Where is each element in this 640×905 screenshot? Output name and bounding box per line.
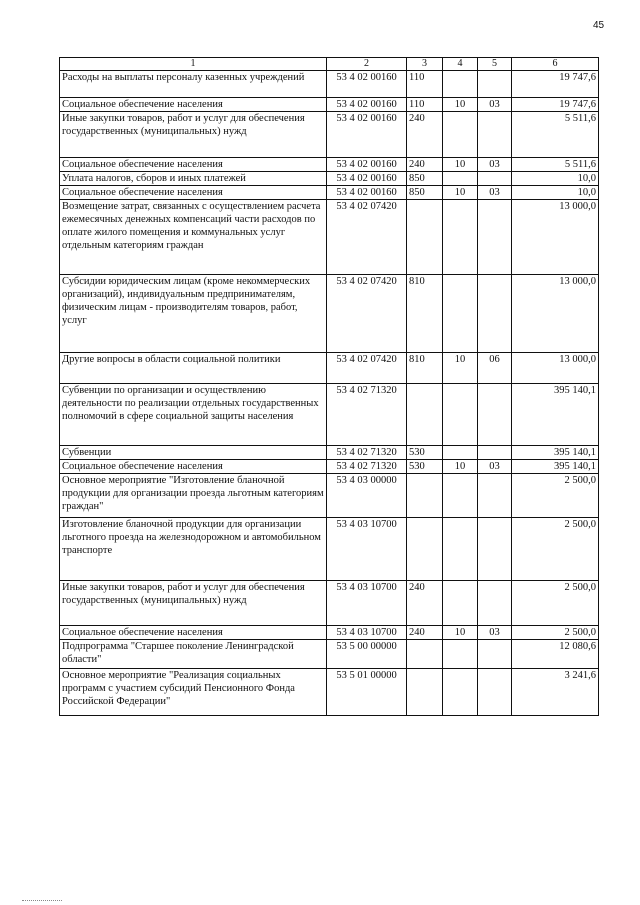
- table-row: [60, 158, 599, 172]
- row-pr: [478, 640, 512, 669]
- row-kvr: 530: [407, 460, 443, 474]
- row-rz: 10: [443, 460, 478, 474]
- row-rz: [443, 474, 478, 518]
- table-row: [60, 669, 599, 716]
- table-row: [60, 460, 599, 474]
- row-sum: 19 747,6: [512, 71, 599, 98]
- row-rz: [443, 669, 478, 716]
- row-sum: 395 140,1: [512, 446, 599, 460]
- table-row: [60, 172, 599, 186]
- table-row: [60, 581, 599, 626]
- table-row: [60, 112, 599, 158]
- row-code: 53 4 02 71320: [327, 446, 407, 460]
- row-rz: 10: [443, 158, 478, 172]
- row-sum: 395 140,1: [512, 460, 599, 474]
- row-sum: 10,0: [512, 186, 599, 200]
- row-name: Другие вопросы в области социальной политики: [60, 353, 327, 384]
- row-name: Подпрограмма "Старшее поколение Ленинградской области": [60, 640, 327, 669]
- row-pr: 03: [478, 186, 512, 200]
- row-code: 53 4 02 00160: [327, 112, 407, 158]
- table-row: [60, 518, 599, 581]
- row-kvr: [407, 669, 443, 716]
- row-pr: [478, 275, 512, 353]
- row-kvr: 850: [407, 186, 443, 200]
- row-kvr: [407, 474, 443, 518]
- table-row: [60, 186, 599, 200]
- row-name: Основное мероприятие "Реализация социальных программ с участием субсидий Пенсионного Фонда Российской Федерации": [60, 669, 327, 716]
- row-rz: [443, 71, 478, 98]
- row-pr: [478, 112, 512, 158]
- row-code: 53 4 03 10700: [327, 626, 407, 640]
- row-sum: 5 511,6: [512, 158, 599, 172]
- header-col-6: 6: [512, 58, 599, 71]
- row-pr: [478, 172, 512, 186]
- row-sum: 2 500,0: [512, 474, 599, 518]
- row-name: Изготовление бланочной продукции для организации льготного проезда на железнодорожном и автомобильном транспорте: [60, 518, 327, 581]
- row-pr: [478, 669, 512, 716]
- header-row: [60, 58, 599, 71]
- scan-edge-mark: [22, 900, 62, 902]
- row-rz: [443, 518, 478, 581]
- row-code: 53 4 02 00160: [327, 158, 407, 172]
- row-kvr: 240: [407, 581, 443, 626]
- table-row: [60, 640, 599, 669]
- row-kvr: 850: [407, 172, 443, 186]
- table-row: [60, 98, 599, 112]
- row-pr: [478, 384, 512, 446]
- row-kvr: 810: [407, 353, 443, 384]
- table-row: [60, 275, 599, 353]
- page-number: 45: [593, 20, 605, 31]
- row-kvr: 530: [407, 446, 443, 460]
- row-name: Субсидии юридическим лицам (кроме некоммерческих организаций), индивидуальным предпринимателям, физическим лицам - производителям товаров, работ, услуг: [60, 275, 327, 353]
- row-kvr: [407, 518, 443, 581]
- row-kvr: 110: [407, 98, 443, 112]
- row-kvr: 110: [407, 71, 443, 98]
- table-row: [60, 446, 599, 460]
- row-sum: 13 000,0: [512, 200, 599, 275]
- row-sum: 10,0: [512, 172, 599, 186]
- row-sum: 12 080,6: [512, 640, 599, 669]
- row-name: Социальное обеспечение населения: [60, 158, 327, 172]
- budget-table: [59, 57, 599, 716]
- row-name: Субвенции: [60, 446, 327, 460]
- row-rz: 10: [443, 353, 478, 384]
- row-sum: 2 500,0: [512, 581, 599, 626]
- row-pr: 03: [478, 460, 512, 474]
- row-pr: [478, 446, 512, 460]
- row-pr: [478, 474, 512, 518]
- row-name: Иные закупки товаров, работ и услуг для обеспечения государственных (муниципальных) нужд: [60, 581, 327, 626]
- row-code: 53 5 01 00000: [327, 669, 407, 716]
- row-sum: 13 000,0: [512, 275, 599, 353]
- row-name: Возмещение затрат, связанных с осуществлением расчета ежемесячных денежных компенсаций части расходов по оплате жилого помещения и коммунальных услуг отдельным категориям граждан: [60, 200, 327, 275]
- row-name: Уплата налогов, сборов и иных платежей: [60, 172, 327, 186]
- row-rz: [443, 446, 478, 460]
- row-rz: [443, 200, 478, 275]
- row-code: 53 4 02 00160: [327, 186, 407, 200]
- row-rz: 10: [443, 98, 478, 112]
- row-pr: 03: [478, 98, 512, 112]
- row-sum: 2 500,0: [512, 626, 599, 640]
- row-code: 53 4 03 10700: [327, 581, 407, 626]
- row-code: 53 4 02 07420: [327, 275, 407, 353]
- row-code: 53 4 03 10700: [327, 518, 407, 581]
- table-row: [60, 626, 599, 640]
- row-name: Иные закупки товаров, работ и услуг для обеспечения государственных (муниципальных) нужд: [60, 112, 327, 158]
- row-code: 53 4 02 07420: [327, 200, 407, 275]
- row-name: Субвенции по организации и осуществлению деятельности по реализации отдельных государственных полномочий в сфере социальной защиты населения: [60, 384, 327, 446]
- row-name: Основное мероприятие "Изготовление бланочной продукции для организации проезда льготным категориям граждан": [60, 474, 327, 518]
- row-code: 53 4 02 71320: [327, 384, 407, 446]
- row-rz: 10: [443, 186, 478, 200]
- row-name: Социальное обеспечение населения: [60, 460, 327, 474]
- header-col-4: 4: [443, 58, 478, 71]
- row-code: 53 4 02 00160: [327, 71, 407, 98]
- row-code: 53 4 02 71320: [327, 460, 407, 474]
- row-rz: [443, 384, 478, 446]
- row-sum: 13 000,0: [512, 353, 599, 384]
- row-kvr: 810: [407, 275, 443, 353]
- table-row: [60, 71, 599, 98]
- row-name: Социальное обеспечение населения: [60, 186, 327, 200]
- row-kvr: 240: [407, 626, 443, 640]
- row-kvr: [407, 200, 443, 275]
- row-code: 53 4 02 00160: [327, 98, 407, 112]
- row-rz: [443, 640, 478, 669]
- row-code: 53 4 03 00000: [327, 474, 407, 518]
- header-col-2: 2: [327, 58, 407, 71]
- row-rz: [443, 112, 478, 158]
- row-kvr: [407, 384, 443, 446]
- table-row: [60, 353, 599, 384]
- row-rz: 10: [443, 626, 478, 640]
- row-rz: [443, 581, 478, 626]
- row-pr: 03: [478, 158, 512, 172]
- row-pr: [478, 581, 512, 626]
- table-row: [60, 200, 599, 275]
- row-kvr: 240: [407, 112, 443, 158]
- row-rz: [443, 275, 478, 353]
- row-pr: [478, 518, 512, 581]
- row-rz: [443, 172, 478, 186]
- row-code: 53 4 02 00160: [327, 172, 407, 186]
- row-pr: 06: [478, 353, 512, 384]
- row-code: 53 5 00 00000: [327, 640, 407, 669]
- row-kvr: 240: [407, 158, 443, 172]
- table-row: [60, 384, 599, 446]
- row-name: Социальное обеспечение населения: [60, 98, 327, 112]
- row-kvr: [407, 640, 443, 669]
- row-sum: 3 241,6: [512, 669, 599, 716]
- row-name: Социальное обеспечение населения: [60, 626, 327, 640]
- row-code: 53 4 02 07420: [327, 353, 407, 384]
- row-name: Расходы на выплаты персоналу казенных учреждений: [60, 71, 327, 98]
- header-col-5: 5: [478, 58, 512, 71]
- header-col-1: 1: [60, 58, 327, 71]
- row-pr: [478, 71, 512, 98]
- row-sum: 19 747,6: [512, 98, 599, 112]
- header-col-3: 3: [407, 58, 443, 71]
- row-pr: 03: [478, 626, 512, 640]
- row-pr: [478, 200, 512, 275]
- row-sum: 2 500,0: [512, 518, 599, 581]
- row-sum: 5 511,6: [512, 112, 599, 158]
- row-sum: 395 140,1: [512, 384, 599, 446]
- table-row: [60, 474, 599, 518]
